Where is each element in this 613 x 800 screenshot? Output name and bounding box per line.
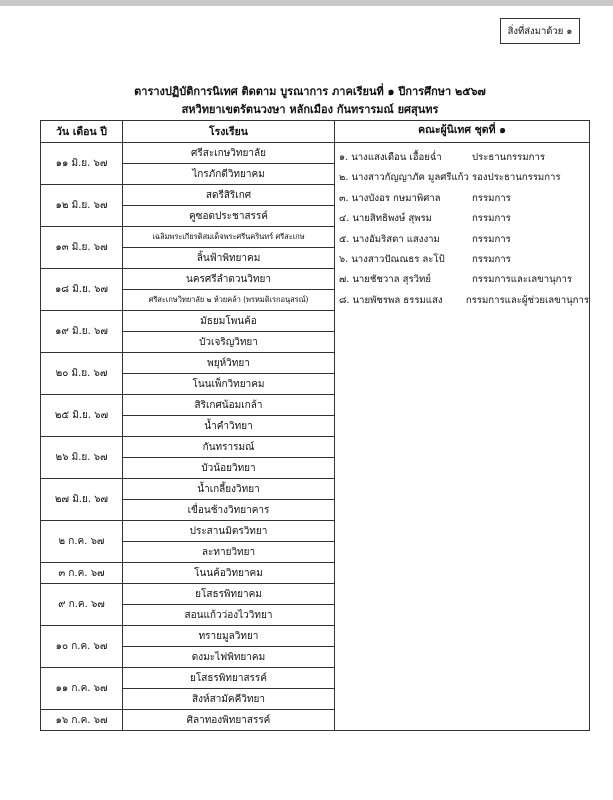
school-cell: ดงมะไฟพิทยาคม [123, 647, 335, 668]
date-cell: ๑๓ มิ.ย. ๖๗ [41, 227, 123, 269]
school-cell: สิริเกศน้อมเกล้า [123, 395, 335, 416]
committee-member-role: กรรมการ [472, 253, 511, 265]
school-cell: เขื่อนช้างวิทยาคาร [123, 500, 335, 521]
date-cell: ๙ ก.ค. ๖๗ [41, 584, 123, 626]
school-cell: สดรีสิริเกศ [123, 185, 335, 206]
header-school: โรงเรียน [123, 121, 335, 143]
attachment-label-box: สิ่งที่ส่งมาด้วย ๑ [500, 18, 580, 44]
committee-member [339, 189, 589, 209]
date-cell: ๑๑ ก.ค. ๖๗ [41, 668, 123, 710]
school-cell: ไกรภักดีวิทยาคม [123, 164, 335, 185]
school-cell: ละทายวิทยา [123, 542, 335, 563]
date-cell: ๒๐ มิ.ย. ๖๗ [41, 353, 123, 395]
school-cell: บัวน้อยวิทยา [123, 458, 335, 479]
date-cell: ๑๙ มิ.ย. ๖๗ [41, 311, 123, 353]
school-cell: น้ำคำวิทยา [123, 416, 335, 437]
school-cell: นครศรีลำดวนวิทยา [123, 269, 335, 290]
committee-member-name: ๕. นางอัมริสดา แสงงาม [339, 233, 440, 245]
date-cell: ๒๗ มิ.ย. ๖๗ [41, 479, 123, 521]
date-cell: ๒ ก.ค. ๖๗ [41, 521, 123, 563]
school-cell: มัธยมโพนค้อ [123, 311, 335, 332]
document-title-line2: สหวิทยาเขตรัตนวงษา หลักเมือง กันทรารมณ์ ยศสุนทร [181, 103, 439, 116]
header-committee: คณะผู้นิเทศ ชุดที่ ๑ [335, 121, 590, 143]
date-cell: ๑๑ มิ.ย. ๖๗ [41, 143, 123, 185]
date-cell: ๑๖ ก.ค. ๖๗ [41, 710, 123, 731]
viewer-top-bar [0, 0, 613, 6]
committee-member-name: ๓. นางบังอร กษมาพิศาล [339, 192, 441, 204]
committee-member [339, 291, 589, 311]
date-cell: ๒๕ มิ.ย. ๖๗ [41, 395, 123, 437]
school-cell: ยโสธรพิทยาสรรค์ [123, 668, 335, 689]
committee-member-role: กรรมการ [472, 233, 511, 245]
committee-list [335, 143, 589, 311]
school-cell: ทรายมูลวิทยา [123, 626, 335, 647]
committee-member-role: ประธานกรรมการ [472, 152, 545, 163]
school-cell: น้ำเกลี้ยงวิทยา [123, 479, 335, 500]
school-cell: พยุห์วิทยา [123, 353, 335, 374]
date-cell: ๑๒ มิ.ย. ๖๗ [41, 185, 123, 227]
document-title-line1: ตารางปฏิบัติการนิเทศ ติดตาม บูรณาการ ภาคเรียนที่ ๑ ปีการศึกษา ๒๕๖๗ [134, 85, 486, 98]
committee-member-role: รองประธานกรรมการ [472, 172, 561, 184]
committee-member-name: ๖. นางสาวปัณณธร ละโป้ [339, 253, 445, 265]
school-cell: โนนเพ็กวิทยาคม [123, 374, 335, 395]
school-cell: ศรีสะเกษวิทยาลัย [123, 143, 335, 164]
schedule-table-body [41, 143, 590, 731]
committee-member-role: กรรมการและเลขานุการ [472, 274, 573, 286]
school-cell: ศิลาทองพิทยาสรรค์ [123, 710, 335, 731]
header-date: วัน เดือน ปี [41, 121, 123, 143]
committee-member-name: ๗. นายชัชวาล สุรวิทย์ [339, 274, 431, 286]
school-cell: ลิ้นฟ้าพิทยาคม [123, 248, 335, 269]
committee-member [339, 168, 589, 188]
date-cell: ๒๖ มิ.ย. ๖๗ [41, 437, 123, 479]
committee-member [339, 250, 589, 270]
committee-member-name: ๔. นายสิทธิพงษ์ สุพรม [339, 213, 433, 225]
school-cell: ศรีสะเกษวิทยาลัย ๒ ห้วยคล้า (พรหมดิเรกอนุสรณ์) [123, 290, 335, 311]
committee-member [339, 270, 589, 290]
committee-member-role: กรรมการ [472, 213, 511, 225]
committee-member-name: ๒. นางสาวกัญญาภัค มูลศรีแก้ว [339, 172, 469, 184]
date-cell: ๑๐ ก.ค. ๖๗ [41, 626, 123, 668]
committee-member-role: กรรมการและผู้ช่วยเลขานุการ [465, 294, 589, 306]
school-cell: สิงห์สามัคคีวิทยา [123, 689, 335, 710]
committee-member [339, 209, 589, 229]
school-cell: เฉลิมพระเกียรติสมเด็จพระศรีนครินทร์ ศรีสะเกษ [123, 227, 335, 248]
date-cell: ๑๘ มิ.ย. ๖๗ [41, 269, 123, 311]
school-cell: บัวเจริญวิทยา [123, 332, 335, 353]
school-cell: กันทรารมณ์ [123, 437, 335, 458]
school-cell: ประสานมิตรวิทยา [123, 521, 335, 542]
committee-cell [335, 143, 590, 731]
date-cell: ๓ ก.ค. ๖๗ [41, 563, 123, 584]
table-row [41, 143, 590, 164]
committee-member [339, 148, 589, 168]
committee-member-role: กรรมการ [472, 192, 511, 204]
school-cell: คูซอดประชาสรรค์ [123, 206, 335, 227]
table-header-row [41, 121, 590, 143]
school-cell: โนนค้อวิทยาคม [123, 563, 335, 584]
committee-member-name: ๑. นางแสงเดือน เอื้อยฉ่ำ [339, 152, 442, 163]
school-cell: สอนแก้วว่องไววิทยา [123, 605, 335, 626]
schedule-table [40, 120, 590, 731]
committee-member [339, 230, 589, 250]
committee-member-name: ๘. นายพัชรพล ธรรมแสง [339, 294, 443, 306]
school-cell: ยโสธรพิทยาคม [123, 584, 335, 605]
